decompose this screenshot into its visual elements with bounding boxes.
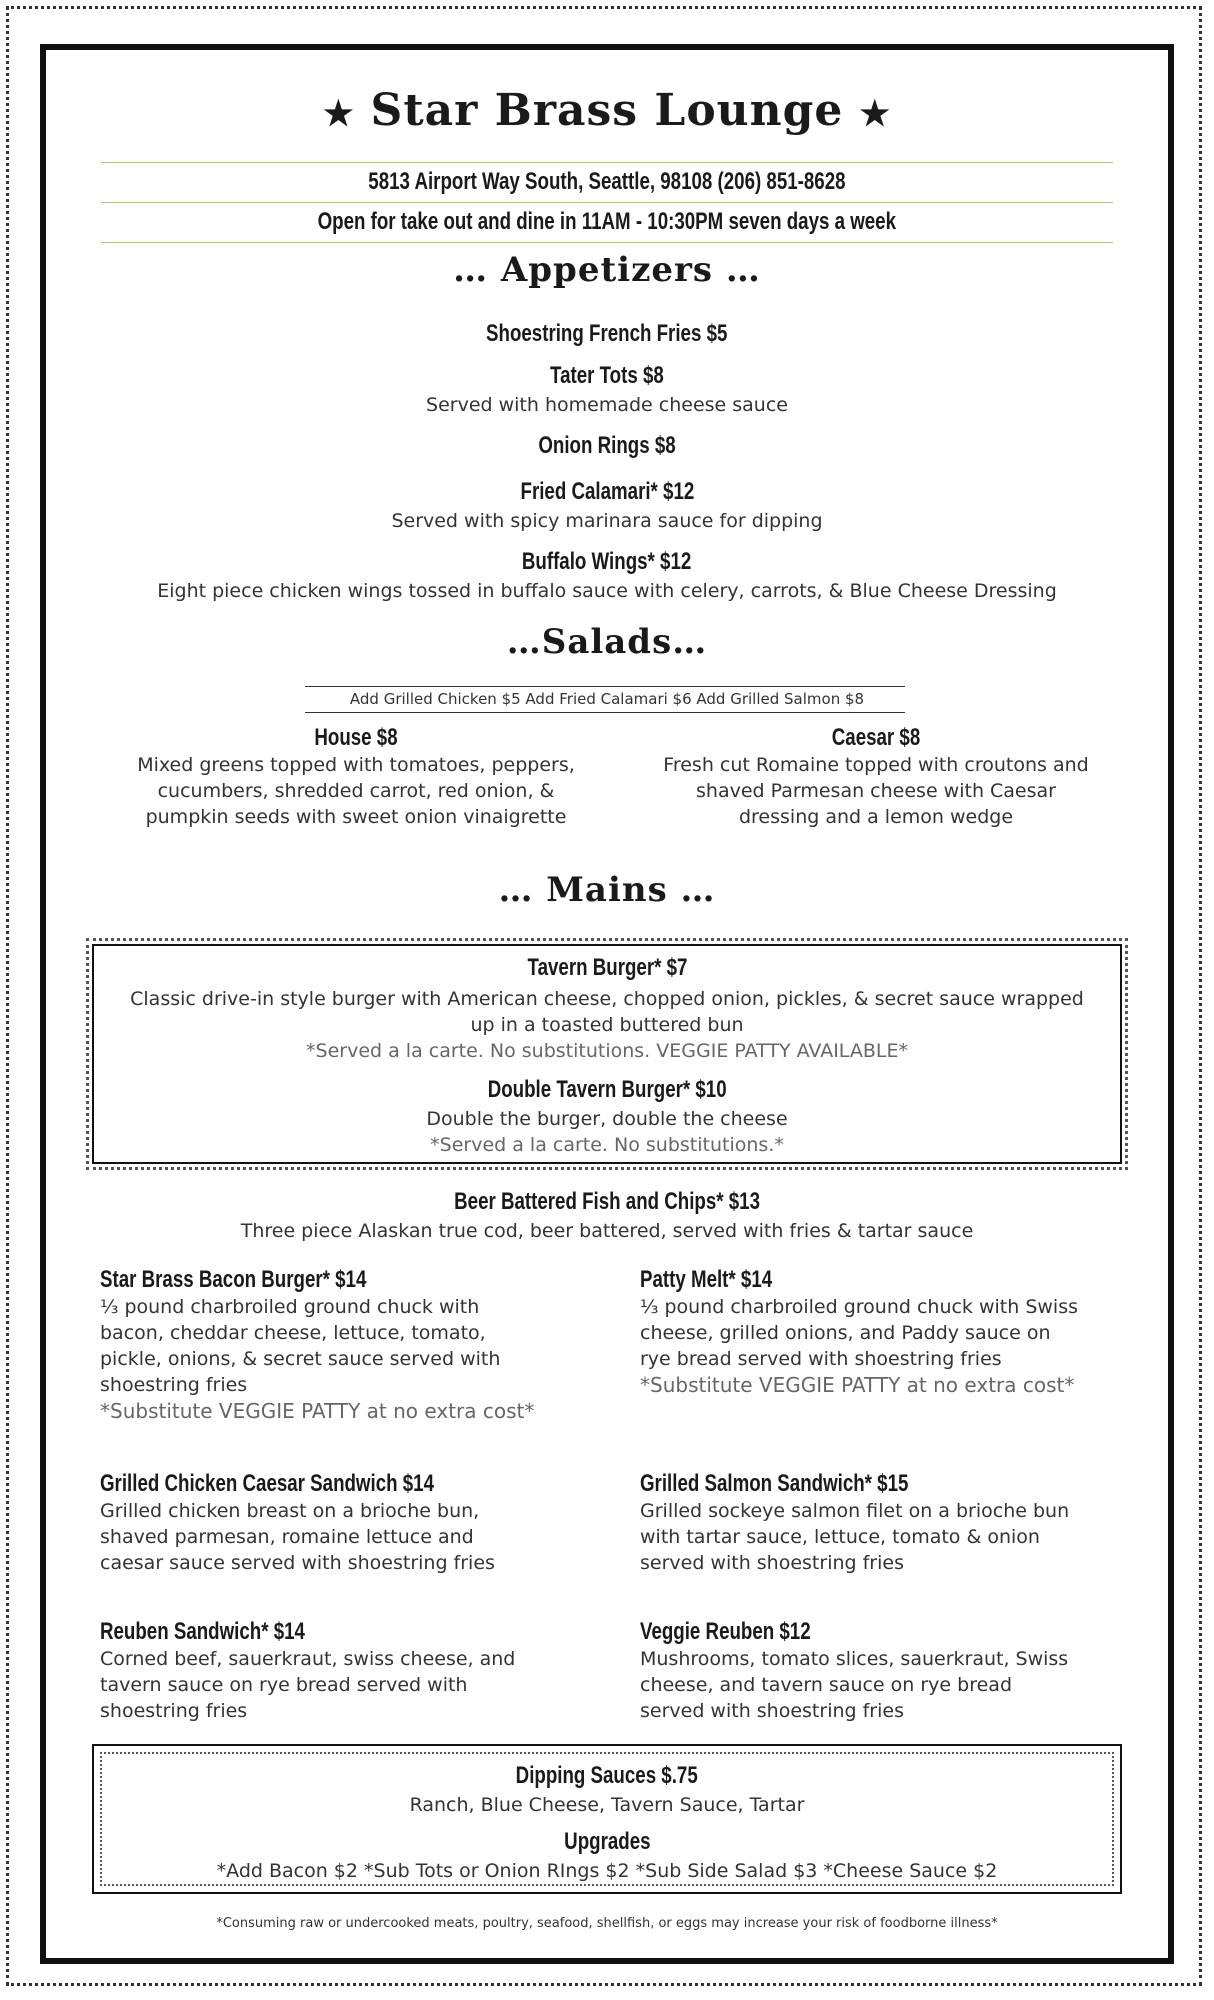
- salad-house: House $8 Mixed greens topped with tomatoes, peppers, cucumbers, shredded carrot, red onion, & pumpkin seeds with sweet onion vinaigrette: [137, 724, 575, 828]
- divider: [101, 162, 1113, 163]
- restaurant-title: [46, 85, 1168, 136]
- upgrades-list: *Add Bacon $2 *Sub Tots or Onion RIngs $2 *Sub Side Salad $3 *Cheese Sauce $2: [216, 1860, 998, 1882]
- appetizer-name: Tater Tots $8: [550, 362, 664, 389]
- appetizer-name: Buffalo Wings* $12: [522, 548, 692, 575]
- appetizer-desc: Eight piece chicken wings tossed in buffalo sauce with celery, carrots, & Blue Cheese Dressing: [157, 580, 1057, 602]
- divider: [305, 712, 905, 713]
- appetizers-heading: … Appetizers …: [453, 250, 761, 290]
- main-left-0: Star Brass Bacon Burger* $14 ⅓ pound charbroiled ground chuck with bacon, cheddar cheese, lettuce, tomato, pickle, onions, & secret sauce served with shoestring fries *Substitute VEGGIE PATTY at no extra cost*: [100, 1266, 535, 1423]
- main-name: Double Tavern Burger* $10: [487, 1076, 727, 1103]
- main-note: *Served a la carte. No substitutions.*: [430, 1134, 784, 1156]
- upgrades-title: Upgrades: [563, 1828, 651, 1855]
- star-icon: ★: [859, 94, 891, 134]
- appetizer-name: Onion Rings $8: [538, 432, 676, 459]
- title-text: Star Brass Lounge: [370, 85, 844, 136]
- main-right-2: Veggie Reuben $12 Mushrooms, tomato slices, sauerkraut, Swiss cheese, and tavern sauce on rye bread served with shoestring fries: [640, 1618, 1069, 1722]
- salad-caesar: Caesar $8 Fresh cut Romaine topped with croutons and shaved Parmesan cheese with Caesar dressing and a lemon wedge: [663, 724, 1089, 828]
- main-right-1: Grilled Salmon Sandwich* $15 Grilled sockeye salmon filet on a brioche bun with tartar sauce, lettuce, tomato & onion served with shoestring fries: [640, 1470, 1070, 1574]
- main-left-2: Reuben Sandwich* $14 Corned beef, sauerkraut, swiss cheese, and tavern sauce on rye bread served with shoestring fries: [100, 1618, 516, 1722]
- star-icon: ★: [323, 94, 355, 134]
- main-right-0: Patty Melt* $14 ⅓ pound charbroiled ground chuck with Swiss cheese, grilled onions, and Paddy sauce on rye bread served with shoestring fries *Substitute VEGGIE PATTY at no extra cost*: [640, 1266, 1079, 1397]
- sauces-list: Ranch, Blue Cheese, Tavern Sauce, Tartar: [409, 1794, 805, 1816]
- main-desc: Double the burger, double the cheese: [426, 1108, 788, 1130]
- salad-addons: Add Grilled Chicken $5 Add Fried Calamari $6 Add Grilled Salmon $8: [349, 690, 865, 708]
- divider: [101, 202, 1113, 203]
- mains-heading: … Mains …: [498, 870, 716, 910]
- appetizer-desc: Served with spicy marinara sauce for dipping: [391, 510, 823, 532]
- appetizer-desc: Served with homemade cheese sauce: [426, 394, 788, 416]
- main-name: Beer Battered Fish and Chips* $13: [454, 1188, 760, 1215]
- main-left-1: Grilled Chicken Caesar Sandwich $14 Grilled chicken breast on a brioche bun, shaved parmesan, romaine lettuce and caesar sauce served with shoestring fries: [100, 1470, 495, 1574]
- hours-line: Open for take out and dine in 11AM - 10:30PM seven days a week: [317, 208, 897, 235]
- salads-heading: …Salads…: [506, 622, 708, 662]
- appetizer-name: Shoestring French Fries $5: [486, 320, 728, 347]
- divider: [305, 686, 905, 687]
- main-desc: Three piece Alaskan true cod, beer battered, served with fries & tartar sauce: [240, 1220, 974, 1242]
- divider: [101, 242, 1113, 243]
- sauces-title: Dipping Sauces $.75: [515, 1762, 699, 1789]
- footer-disclaimer: *Consuming raw or undercooked meats, poultry, seafood, shellfish, or eggs may increase your risk of foodborne illness*: [216, 1916, 998, 1931]
- main-note: *Served a la carte. No substitutions. VEGGIE PATTY AVAILABLE*: [306, 1040, 908, 1062]
- address-line: 5813 Airport Way South, Seattle, 98108 (206) 851-8628: [368, 168, 846, 195]
- appetizer-name: Fried Calamari* $12: [520, 478, 694, 505]
- main-desc: Classic drive-in style burger with American cheese, chopped onion, pickles, & secret sauce wrapped up in a toasted buttered bun: [130, 988, 1084, 1036]
- main-name: Tavern Burger* $7: [527, 954, 687, 981]
